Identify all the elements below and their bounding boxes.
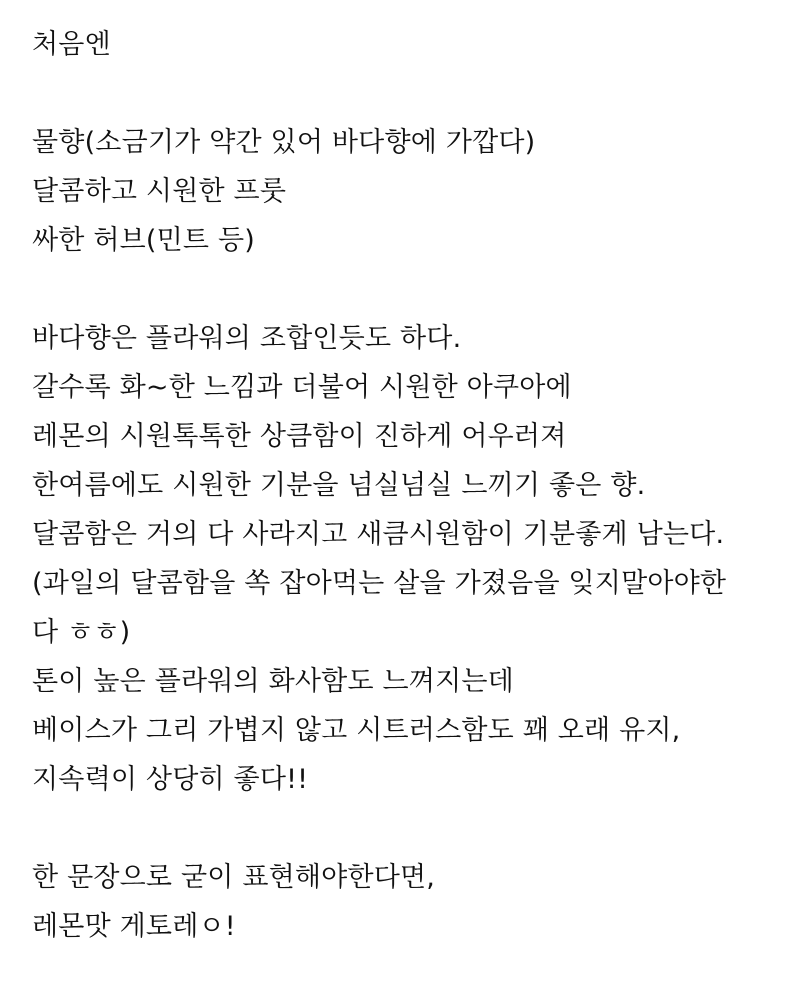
- text-line: 베이스가 그리 가볍지 않고 시트러스함도 꽤 오래 유지,: [32, 715, 681, 746]
- text-line: 달콤하고 시원한 프룻: [32, 176, 287, 207]
- text-line: 싸한 허브(민트 등): [32, 225, 256, 256]
- text-line: (과일의 달콤함을 쏙 잡아먹는 살을 가졌음을 잊지말아야한: [32, 568, 727, 599]
- text-line: 물향(소금기가 약간 있어 바다향에 가깝다): [32, 127, 536, 158]
- blank-line: [32, 804, 782, 853]
- text-line: 다 ㅎㅎ): [32, 617, 131, 648]
- text-line: 레몬맛 게토레ㅇ!: [32, 911, 236, 942]
- text-line: 한여름에도 시원한 기분을 넘실넘실 느끼기 좋은 향.: [32, 470, 646, 501]
- text-line: 지속력이 상당히 좋다!!: [32, 764, 309, 795]
- blank-line: [32, 265, 782, 314]
- review-text-body: [32, 20, 782, 951]
- text-line: 바다향은 플라워의 조합인듯도 하다.: [32, 323, 462, 354]
- blank-line: [32, 69, 782, 118]
- text-line: 톤이 높은 플라워의 화사함도 느껴지는데: [32, 666, 514, 697]
- text-line: 달콤함은 거의 다 사라지고 새큼시원함이 기분좋게 남는다.: [32, 519, 725, 550]
- text-line: 갈수록 화~한 느낌과 더불어 시원한 아쿠아에: [32, 372, 572, 403]
- text-line: 한 문장으로 굳이 표현해야한다면,: [32, 862, 436, 893]
- text-line: 처음엔: [32, 29, 111, 60]
- text-line: 레몬의 시원톡톡한 상큼함이 진하게 어우러져: [32, 421, 567, 452]
